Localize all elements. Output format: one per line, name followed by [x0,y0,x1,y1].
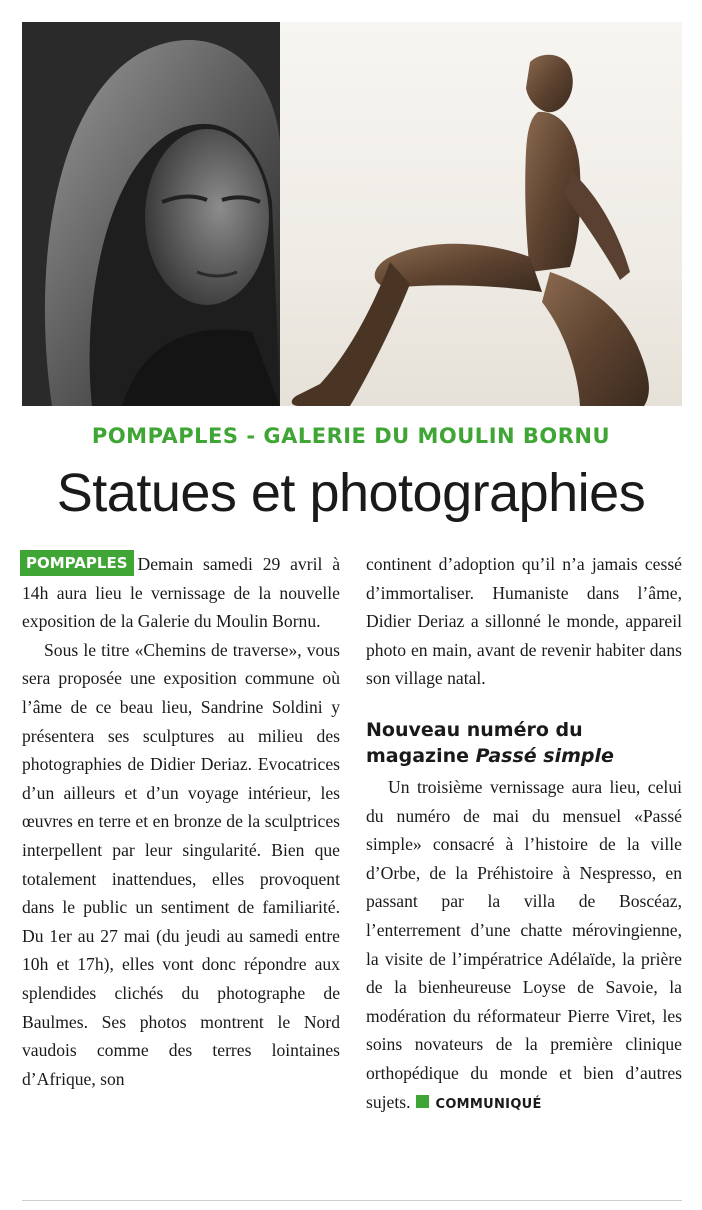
end-mark-icon [416,1095,429,1108]
lead-text: Demain samedi 29 avril à 14h aura lieu le vernissage de la nouvelle exposition de la Galerie du Moulin Bornu. [22,554,340,632]
portrait-illustration [22,22,280,406]
lead-paragraph [22,550,340,636]
body-paragraph: Sous le titre «Chemins de traverse», vous sera proposée une exposition commune où l’âme de ce beau lieu, Sandrine Soldini y présentera ses sculptures au milieu des photographies de Didier Deriaz. Evocatrices d’un ailleurs et d’un voyage intérieur, les œuvres en terre et en bronze de la sculptrices interpellent par leur singularité. Bien que totalement inattendues, elles provoquent dans le public un sentiment de familiarité. Du 1er au 27 mai (du jeudi au samedi entre 10h et 17h), elles vont donc répondre aux splendides clichés du photographe de Baulmes. Ses photos montrent le Nord vaudois comme des terres lointaines d’Afrique, son [22,639,340,1089]
photo-strip [22,22,682,406]
section-kicker: POMPAPLES - GALERIE DU MOULIN BORNU [91,424,611,448]
signature: COMMUNIQUÉ [435,1096,542,1112]
portrait-photo [22,22,280,406]
right-column [366,550,682,1119]
sculpture-photo [280,22,682,406]
sculpture-illustration [280,22,682,406]
body-paragraph-2-text: Un troisième vernissage aura lieu, celui du numéro de mai du mensuel «Passé simple» consacré à l’histoire de la ville d’Orbe, de la Préhistoire à Nespresso, en passant par la villa de Boscéaz, l’enterrement d’une chatte mérovingienne, la visite de l’impératrice Adélaïde, la prière de la bienheureuse Loyse de Savoie, la modération du réformateur Pierre Viret, les soins novateurs de la première clinique orthopédique du monde et bien d’autres sujets. [366,776,682,1112]
subheading-text: Nouveau numéro du magazine [366,718,583,767]
location-tag: POMPAPLES [22,552,132,574]
subheading [366,717,682,769]
body-paragraph-2 [366,773,682,1119]
bottom-rule [22,1200,682,1201]
subheading-magazine-title: Passé simple [475,744,614,767]
body-paragraph-continued: continent d’adoption qu’il n’a jamais cessé d’immortaliser. Humaniste dans l’âme, Didier Deriaz a sillonné le monde, appareil photo en main, avant de revenir habiter dans son village natal. [366,554,682,689]
left-column [22,550,340,1093]
article-headline: Statues et photographies [56,463,646,523]
